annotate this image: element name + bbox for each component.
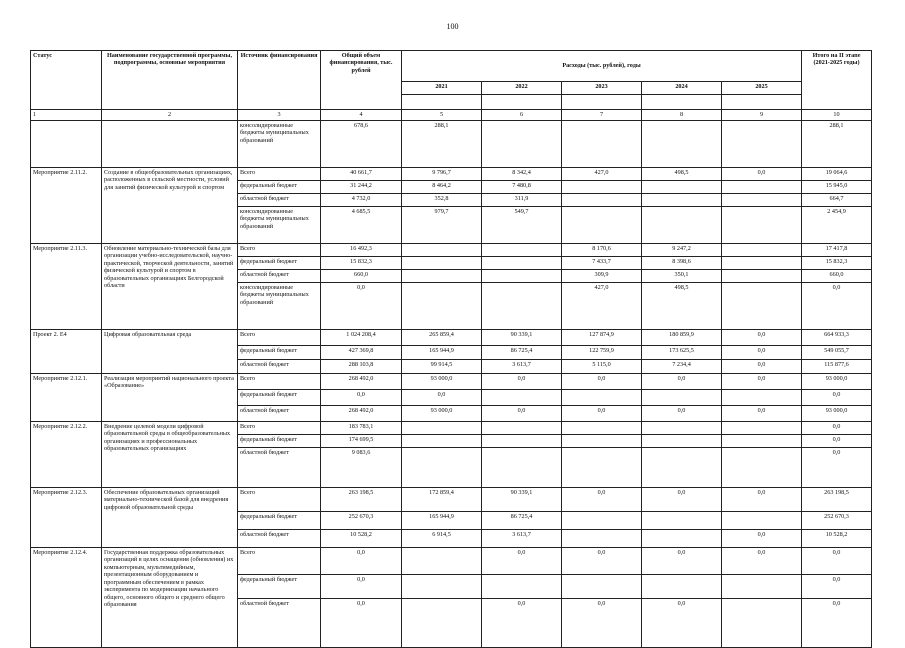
total-cell: 17 417,8 bbox=[802, 244, 872, 257]
name-cell: Обновление материально-технической базы для организации учебно-исследовательской, научно-практической, творческой деятельности, занятий физической культурой и спортом в образовательных организациях Белгородской области bbox=[102, 244, 238, 330]
year-value-cell: 172 859,4 bbox=[402, 488, 482, 512]
year-value-cell: 498,5 bbox=[642, 283, 722, 330]
year-value-cell: 427,0 bbox=[562, 168, 642, 181]
year-value-cell: 86 725,4 bbox=[482, 346, 562, 360]
year-value-cell: 0,0 bbox=[562, 406, 642, 422]
col-number: 2 bbox=[102, 110, 238, 121]
year-value-cell: 0,0 bbox=[722, 406, 802, 422]
year-value-cell: 0,0 bbox=[642, 374, 722, 390]
status-cell: Мероприятие 2.11.2. bbox=[31, 168, 102, 244]
year-value-cell: 180 859,9 bbox=[642, 330, 722, 346]
total-cell: 664 933,3 bbox=[802, 330, 872, 346]
total-cell: 93 000,0 bbox=[802, 406, 872, 422]
year-value-cell: 5 115,0 bbox=[562, 360, 642, 374]
year-value-cell: 0,0 bbox=[722, 374, 802, 390]
source-cell: федеральный бюджет bbox=[238, 346, 321, 360]
year-value-cell: 165 944,9 bbox=[402, 346, 482, 360]
year-value-cell: 93 000,0 bbox=[402, 374, 482, 390]
year-2022: 2022 bbox=[482, 82, 562, 95]
source-cell: консолидированные бюджеты муниципальных образований bbox=[238, 207, 321, 244]
year-value-cell: 0,0 bbox=[482, 374, 562, 390]
year-value-cell bbox=[402, 283, 482, 330]
year-value-cell: 7 433,7 bbox=[562, 257, 642, 270]
year-value-cell: 265 859,4 bbox=[402, 330, 482, 346]
year-value-cell: 6 914,5 bbox=[402, 530, 482, 548]
table-row bbox=[31, 548, 872, 575]
year-value-cell bbox=[642, 530, 722, 548]
source-cell: Всего bbox=[238, 488, 321, 512]
year-value-cell bbox=[722, 283, 802, 330]
year-value-cell bbox=[642, 422, 722, 435]
year-value-cell bbox=[722, 599, 802, 648]
year-value-cell bbox=[402, 548, 482, 575]
year-value-cell: 0,0 bbox=[482, 599, 562, 648]
total-cell: 19 064,6 bbox=[802, 168, 872, 181]
year-value-cell bbox=[562, 390, 642, 406]
year-value-cell bbox=[482, 448, 562, 488]
year-value-cell: 8 398,6 bbox=[642, 257, 722, 270]
source-cell: федеральный бюджет bbox=[238, 181, 321, 194]
col-number: 8 bbox=[642, 110, 722, 121]
col-number: 4 bbox=[321, 110, 402, 121]
year-value-cell bbox=[722, 390, 802, 406]
year-value-cell: 7 480,8 bbox=[482, 181, 562, 194]
year-value-cell bbox=[722, 244, 802, 257]
total-cell: 0,0 bbox=[802, 448, 872, 488]
volume-cell: 9 083,6 bbox=[321, 448, 402, 488]
volume-cell: 16 492,3 bbox=[321, 244, 402, 257]
total-cell: 0,0 bbox=[802, 575, 872, 599]
year-2021: 2021 bbox=[402, 82, 482, 95]
year-value-cell bbox=[402, 257, 482, 270]
year-value-cell bbox=[562, 422, 642, 435]
col-number: 10 bbox=[802, 110, 872, 121]
year-value-cell bbox=[482, 244, 562, 257]
year-value-cell: 350,1 bbox=[642, 270, 722, 283]
year-value-cell bbox=[402, 422, 482, 435]
year-value-cell bbox=[722, 257, 802, 270]
volume-cell: 268 492,0 bbox=[321, 374, 402, 390]
volume-cell: 0,0 bbox=[321, 599, 402, 648]
source-cell: областной бюджет bbox=[238, 406, 321, 422]
total-cell: 288,1 bbox=[802, 121, 872, 168]
header-status: Статус bbox=[31, 51, 102, 110]
year-value-cell bbox=[722, 435, 802, 448]
volume-cell: 10 528,2 bbox=[321, 530, 402, 548]
year-value-cell bbox=[642, 448, 722, 488]
year-value-cell bbox=[482, 270, 562, 283]
year-value-cell: 0,0 bbox=[642, 406, 722, 422]
volume-cell: 31 244,2 bbox=[321, 181, 402, 194]
year-value-cell bbox=[482, 575, 562, 599]
year-value-cell bbox=[402, 435, 482, 448]
year-value-cell bbox=[482, 121, 562, 168]
year-value-cell bbox=[722, 270, 802, 283]
year-value-cell: 0,0 bbox=[722, 360, 802, 374]
status-cell: Мероприятие 2.12.3. bbox=[31, 488, 102, 548]
col-number: 7 bbox=[562, 110, 642, 121]
name-cell: Государственная поддержка образовательных организаций в целях оснащения (обновления) их компьютерным, мультимедийным, презентационным оборудованием и программным обеспечением в рамках эксперимента по модернизации начального общего, основного общего и среднего общего образования bbox=[102, 548, 238, 648]
year-value-cell bbox=[562, 512, 642, 530]
volume-cell: 678,6 bbox=[321, 121, 402, 168]
source-cell: областной бюджет bbox=[238, 270, 321, 283]
year-value-cell: 0,0 bbox=[722, 488, 802, 512]
year-value-cell bbox=[482, 257, 562, 270]
source-cell: областной бюджет bbox=[238, 530, 321, 548]
year-value-cell: 549,7 bbox=[482, 207, 562, 244]
year-value-cell: 0,0 bbox=[482, 548, 562, 575]
year-value-cell bbox=[642, 121, 722, 168]
year-value-cell bbox=[562, 207, 642, 244]
year-2023: 2023 bbox=[562, 82, 642, 95]
source-cell: федеральный бюджет bbox=[238, 257, 321, 270]
year-value-cell bbox=[402, 448, 482, 488]
year-value-cell: 0,0 bbox=[642, 599, 722, 648]
year-value-cell: 0,0 bbox=[482, 406, 562, 422]
source-cell: Всего bbox=[238, 244, 321, 257]
table-row bbox=[31, 488, 872, 512]
header-expenses: Расходы (тыс. рублей), годы bbox=[402, 51, 802, 82]
year-value-cell: 0,0 bbox=[402, 390, 482, 406]
year-value-cell: 0,0 bbox=[562, 548, 642, 575]
year-value-cell: 0,0 bbox=[722, 168, 802, 181]
source-cell: областной бюджет bbox=[238, 360, 321, 374]
name-cell: Обеспечение образовательных организаций материально-технической базой для внедрения цифровой образовательной среды bbox=[102, 488, 238, 548]
year-value-cell bbox=[562, 435, 642, 448]
source-cell: консолидированные бюджеты муниципальных образований bbox=[238, 283, 321, 330]
volume-cell: 0,0 bbox=[321, 283, 402, 330]
total-cell: 0,0 bbox=[802, 548, 872, 575]
volume-cell: 263 198,5 bbox=[321, 488, 402, 512]
year-value-cell bbox=[642, 181, 722, 194]
total-cell: 0,0 bbox=[802, 390, 872, 406]
year-value-cell: 173 625,5 bbox=[642, 346, 722, 360]
year-value-cell bbox=[642, 512, 722, 530]
year-value-cell: 86 725,4 bbox=[482, 512, 562, 530]
table-row bbox=[31, 244, 872, 257]
year-value-cell bbox=[562, 530, 642, 548]
year-value-cell bbox=[642, 207, 722, 244]
status-cell: Мероприятие 2.12.2. bbox=[31, 422, 102, 488]
source-cell: Всего bbox=[238, 330, 321, 346]
year-value-cell: 8 464,2 bbox=[402, 181, 482, 194]
table-row bbox=[31, 374, 872, 390]
year-2025: 2025 bbox=[722, 82, 802, 95]
year-value-cell: 0,0 bbox=[722, 330, 802, 346]
header-name: Наименование государственной программы, подпрограммы, основные мероприятия bbox=[102, 51, 238, 110]
header-blank bbox=[482, 95, 562, 110]
year-value-cell: 352,8 bbox=[402, 194, 482, 207]
volume-cell: 4 685,5 bbox=[321, 207, 402, 244]
total-cell: 0,0 bbox=[802, 283, 872, 330]
table-row bbox=[31, 330, 872, 346]
source-cell: областной бюджет bbox=[238, 448, 321, 488]
page-number: 100 bbox=[446, 22, 459, 31]
year-value-cell: 979,7 bbox=[402, 207, 482, 244]
year-value-cell: 9 247,2 bbox=[642, 244, 722, 257]
status-cell: Мероприятие 2.11.3. bbox=[31, 244, 102, 330]
col-number: 5 bbox=[402, 110, 482, 121]
name-cell: Цифровая образовательная среда bbox=[102, 330, 238, 374]
source-cell: Всего bbox=[238, 548, 321, 575]
header-blank bbox=[642, 95, 722, 110]
year-value-cell bbox=[562, 121, 642, 168]
volume-cell: 1 024 208,4 bbox=[321, 330, 402, 346]
year-value-cell: 90 339,1 bbox=[482, 488, 562, 512]
finance-table bbox=[30, 50, 872, 648]
col-number: 3 bbox=[238, 110, 321, 121]
year-value-cell: 3 613,7 bbox=[482, 530, 562, 548]
year-value-cell bbox=[482, 283, 562, 330]
total-cell: 263 198,5 bbox=[802, 488, 872, 512]
year-value-cell bbox=[722, 448, 802, 488]
total-cell: 0,0 bbox=[802, 435, 872, 448]
year-value-cell: 0,0 bbox=[642, 548, 722, 575]
year-value-cell bbox=[562, 575, 642, 599]
total-cell: 15 945,0 bbox=[802, 181, 872, 194]
total-cell: 252 670,3 bbox=[802, 512, 872, 530]
year-value-cell: 311,9 bbox=[482, 194, 562, 207]
source-cell: областной бюджет bbox=[238, 194, 321, 207]
year-value-cell bbox=[642, 435, 722, 448]
source-cell: Всего bbox=[238, 374, 321, 390]
volume-cell: 0,0 bbox=[321, 575, 402, 599]
year-value-cell bbox=[562, 448, 642, 488]
year-value-cell bbox=[722, 181, 802, 194]
name-cell: Создание в общеобразовательных организациях, расположенных в сельской местности, условий для занятий физической культурой и спортом bbox=[102, 168, 238, 244]
source-cell: Всего bbox=[238, 422, 321, 435]
year-value-cell bbox=[482, 390, 562, 406]
source-cell: федеральный бюджет bbox=[238, 390, 321, 406]
header-row bbox=[31, 51, 872, 82]
name-cell bbox=[102, 121, 238, 168]
name-cell: Реализация мероприятий национального проекта «Образование» bbox=[102, 374, 238, 422]
year-value-cell: 7 234,4 bbox=[642, 360, 722, 374]
status-cell: Мероприятие 2.12.4. bbox=[31, 548, 102, 648]
column-number-row bbox=[31, 110, 872, 121]
year-value-cell: 165 944,9 bbox=[402, 512, 482, 530]
status-cell: Мероприятие 2.12.1. bbox=[31, 374, 102, 422]
year-value-cell: 3 613,7 bbox=[482, 360, 562, 374]
total-cell: 549 055,7 bbox=[802, 346, 872, 360]
header-volume: Общий объем финансирования, тыс. рублей bbox=[321, 51, 402, 110]
year-value-cell bbox=[722, 207, 802, 244]
year-value-cell: 0,0 bbox=[562, 599, 642, 648]
year-value-cell: 90 339,1 bbox=[482, 330, 562, 346]
total-cell: 0,0 bbox=[802, 422, 872, 435]
year-value-cell bbox=[722, 194, 802, 207]
volume-cell: 40 661,7 bbox=[321, 168, 402, 181]
volume-cell: 174 699,5 bbox=[321, 435, 402, 448]
total-cell: 2 454,9 bbox=[802, 207, 872, 244]
volume-cell: 288 103,8 bbox=[321, 360, 402, 374]
year-value-cell bbox=[722, 512, 802, 530]
year-value-cell bbox=[642, 194, 722, 207]
year-value-cell: 0,0 bbox=[642, 488, 722, 512]
year-value-cell: 9 796,7 bbox=[402, 168, 482, 181]
year-value-cell: 93 000,0 bbox=[402, 406, 482, 422]
year-value-cell bbox=[482, 435, 562, 448]
volume-cell: 0,0 bbox=[321, 390, 402, 406]
volume-cell: 4 732,0 bbox=[321, 194, 402, 207]
header-source: Источник финансирования bbox=[238, 51, 321, 110]
year-value-cell bbox=[562, 194, 642, 207]
header-total: Итого на II этапе (2021-2025 годы) bbox=[802, 51, 872, 110]
year-value-cell: 427,0 bbox=[562, 283, 642, 330]
total-cell: 93 000,0 bbox=[802, 374, 872, 390]
source-cell: консолидированные бюджеты муниципальных образований bbox=[238, 121, 321, 168]
volume-cell: 660,0 bbox=[321, 270, 402, 283]
year-value-cell: 498,5 bbox=[642, 168, 722, 181]
year-value-cell: 99 914,5 bbox=[402, 360, 482, 374]
table-row bbox=[31, 168, 872, 181]
year-value-cell: 0,0 bbox=[722, 548, 802, 575]
year-value-cell bbox=[722, 121, 802, 168]
header-blank bbox=[562, 95, 642, 110]
year-value-cell bbox=[642, 575, 722, 599]
year-value-cell: 288,1 bbox=[402, 121, 482, 168]
year-value-cell bbox=[402, 599, 482, 648]
total-cell: 115 877,6 bbox=[802, 360, 872, 374]
status-cell bbox=[31, 121, 102, 168]
year-value-cell bbox=[722, 575, 802, 599]
source-cell: Всего bbox=[238, 168, 321, 181]
year-2024: 2024 bbox=[642, 82, 722, 95]
col-number: 9 bbox=[722, 110, 802, 121]
year-value-cell bbox=[402, 244, 482, 257]
source-cell: областной бюджет bbox=[238, 599, 321, 648]
volume-cell: 0,0 bbox=[321, 548, 402, 575]
year-value-cell bbox=[482, 422, 562, 435]
volume-cell: 15 832,3 bbox=[321, 257, 402, 270]
total-cell: 15 832,3 bbox=[802, 257, 872, 270]
year-value-cell bbox=[402, 270, 482, 283]
name-cell: Внедрение целевой модели цифровой образовательной среды в общеобразовательных организациях и профессиональных образовательных организациях bbox=[102, 422, 238, 488]
volume-cell: 268 492,0 bbox=[321, 406, 402, 422]
year-value-cell: 309,9 bbox=[562, 270, 642, 283]
source-cell: федеральный бюджет bbox=[238, 575, 321, 599]
header-blank bbox=[722, 95, 802, 110]
volume-cell: 252 670,3 bbox=[321, 512, 402, 530]
year-value-cell bbox=[402, 575, 482, 599]
year-value-cell: 0,0 bbox=[722, 530, 802, 548]
year-value-cell: 122 759,9 bbox=[562, 346, 642, 360]
year-value-cell bbox=[642, 390, 722, 406]
year-value-cell: 0,0 bbox=[562, 374, 642, 390]
total-cell: 660,0 bbox=[802, 270, 872, 283]
year-value-cell: 127 874,9 bbox=[562, 330, 642, 346]
total-cell: 0,0 bbox=[802, 599, 872, 648]
volume-cell: 183 783,1 bbox=[321, 422, 402, 435]
volume-cell: 427 369,8 bbox=[321, 346, 402, 360]
table-row bbox=[31, 121, 872, 168]
year-value-cell: 8 170,6 bbox=[562, 244, 642, 257]
header-blank bbox=[402, 95, 482, 110]
year-value-cell bbox=[562, 181, 642, 194]
source-cell: федеральный бюджет bbox=[238, 512, 321, 530]
year-value-cell: 8 342,4 bbox=[482, 168, 562, 181]
total-cell: 10 528,2 bbox=[802, 530, 872, 548]
total-cell: 664,7 bbox=[802, 194, 872, 207]
status-cell: Проект 2. Е4 bbox=[31, 330, 102, 374]
source-cell: федеральный бюджет bbox=[238, 435, 321, 448]
year-value-cell bbox=[722, 422, 802, 435]
table-row bbox=[31, 422, 872, 435]
year-value-cell: 0,0 bbox=[562, 488, 642, 512]
year-value-cell: 0,0 bbox=[722, 346, 802, 360]
col-number: 6 bbox=[482, 110, 562, 121]
col-number: 1 bbox=[31, 110, 102, 121]
